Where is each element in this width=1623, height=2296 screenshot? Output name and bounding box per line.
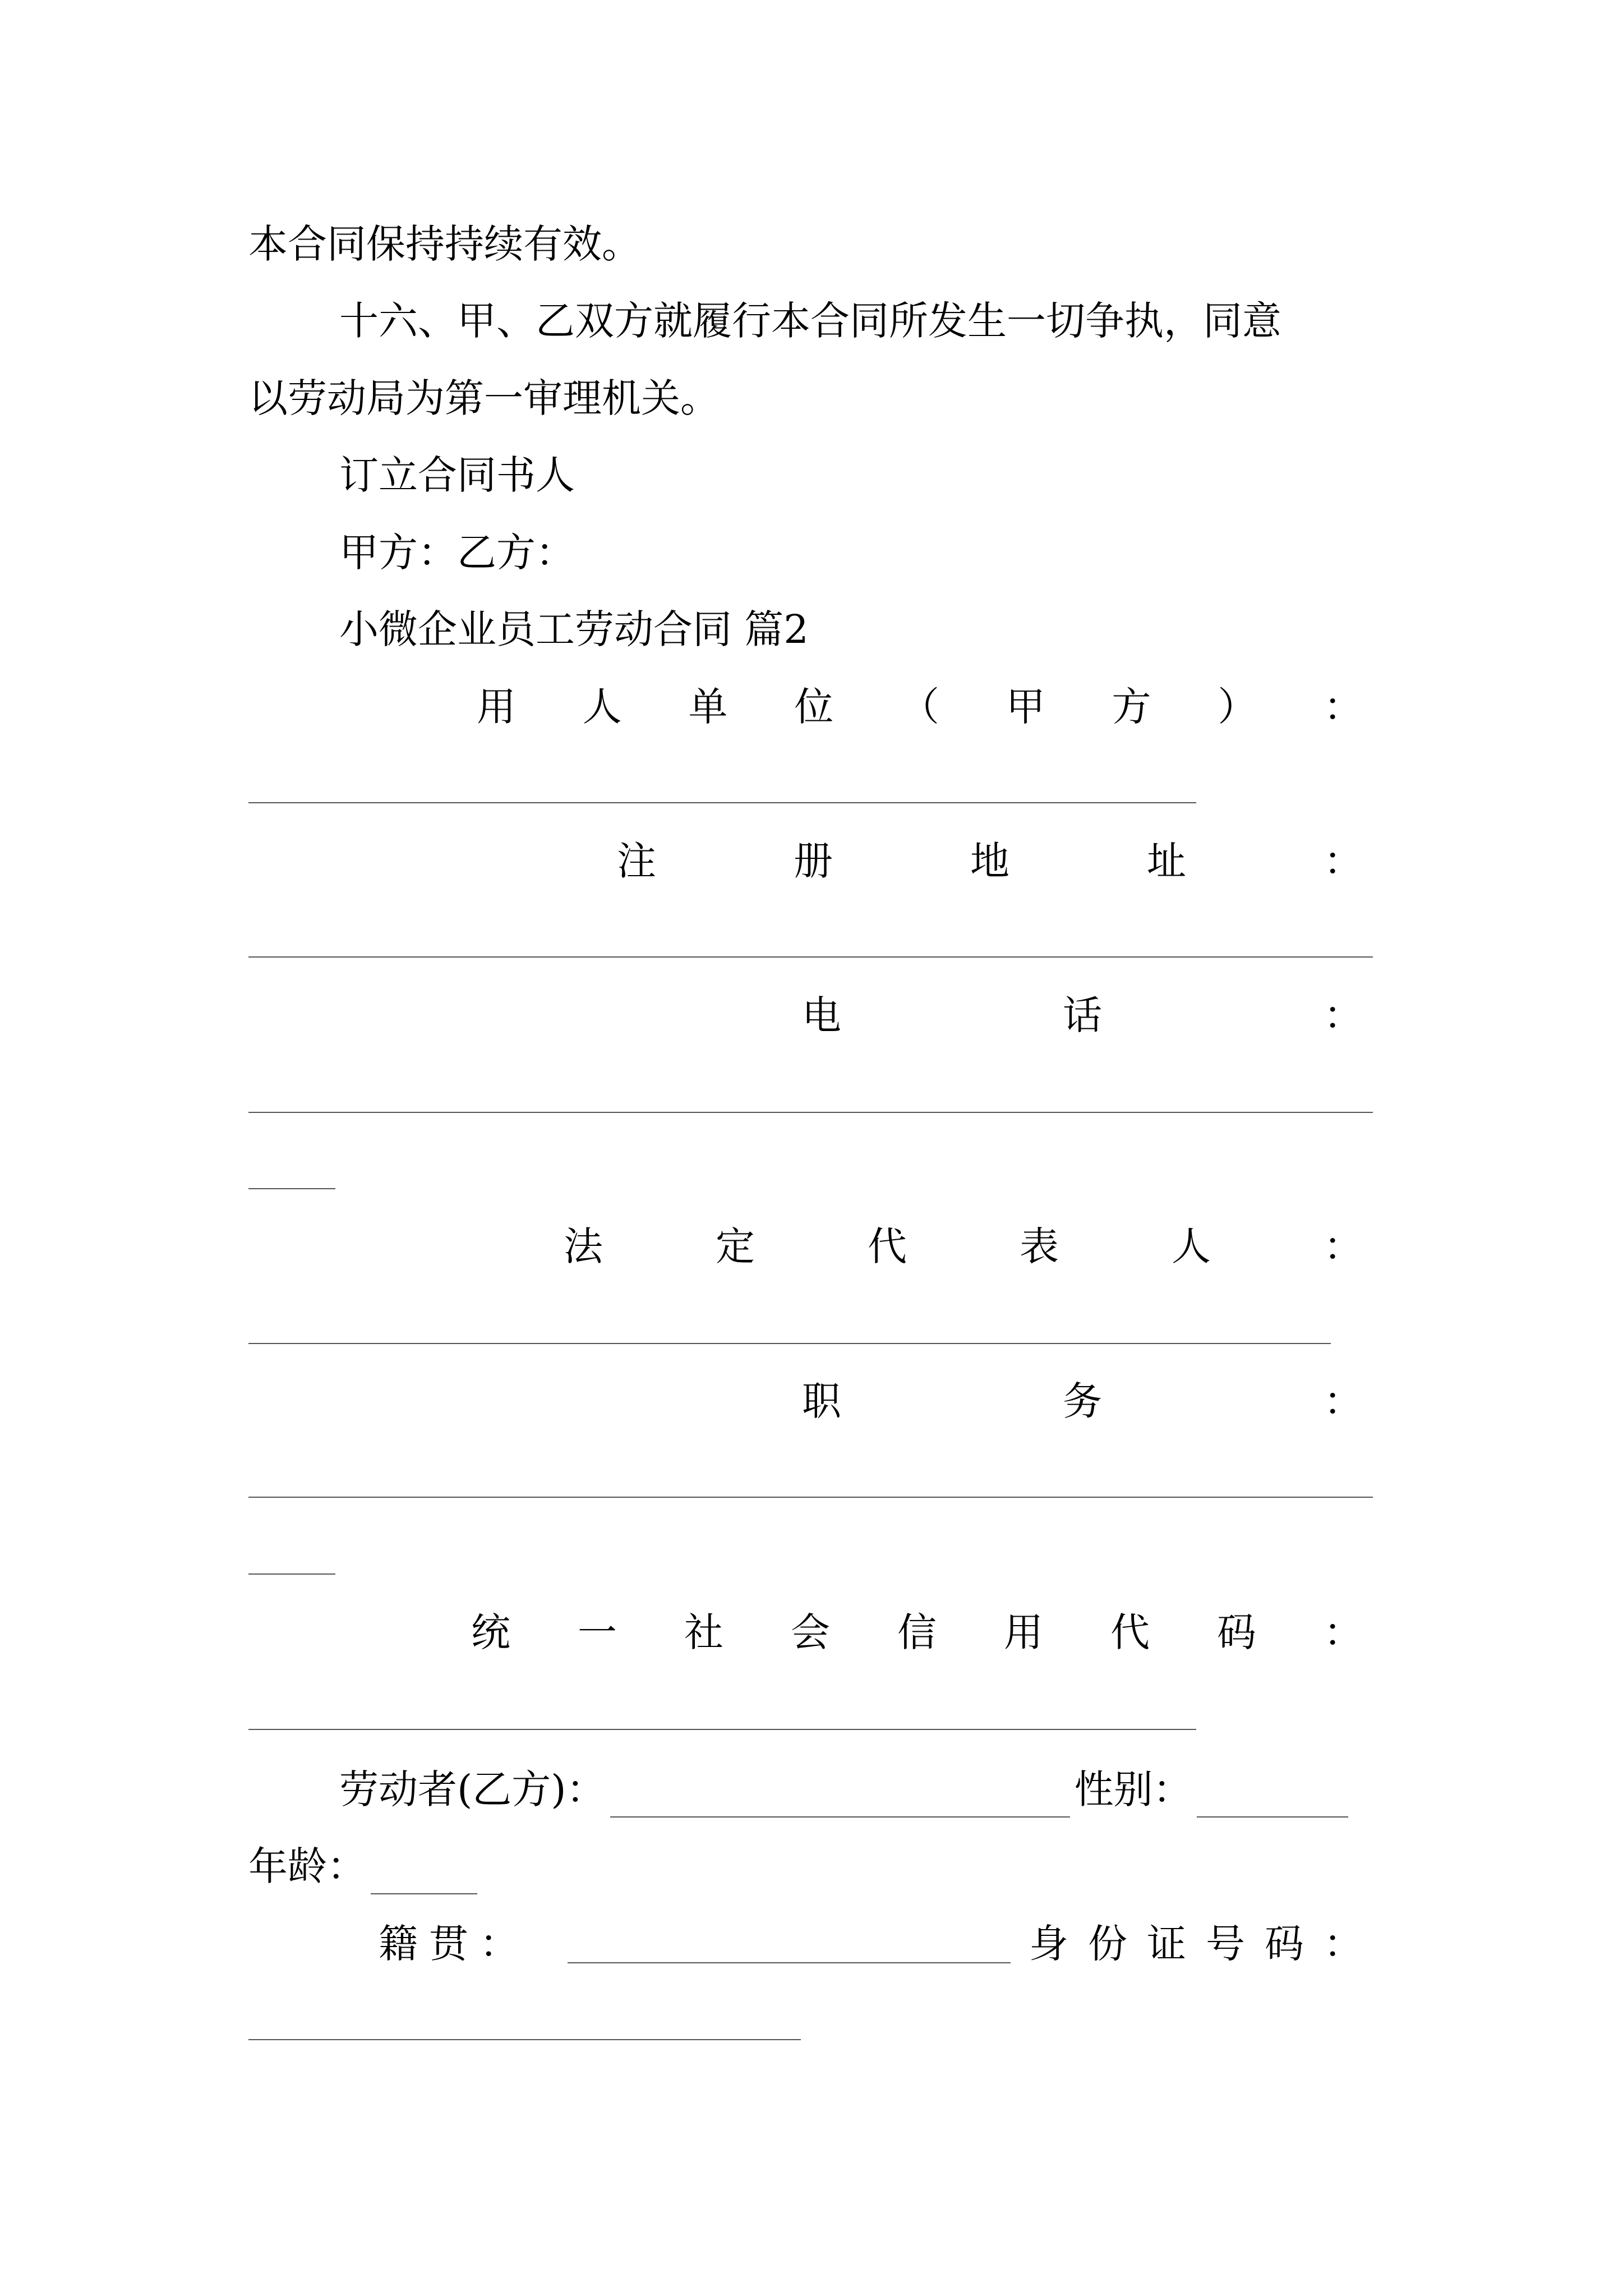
position-label: 职 务 ： bbox=[802, 1378, 1363, 1424]
clause-16-line1: 十六、甲、乙双方就履行本合同所发生一切争执，同意 bbox=[339, 298, 1281, 344]
origin-blank[interactable] bbox=[568, 1962, 1011, 1963]
employer-blank[interactable] bbox=[248, 802, 1196, 803]
phone-blank[interactable] bbox=[248, 1112, 1373, 1113]
phone-blank-cont[interactable] bbox=[248, 1188, 335, 1189]
employer-label: 用 人 单 位 （ 甲 方 ） ： bbox=[477, 684, 1363, 730]
address-blank[interactable] bbox=[248, 956, 1373, 958]
age-line bbox=[248, 1838, 1393, 1894]
gender-blank[interactable] bbox=[1197, 1777, 1348, 1818]
origin-label: 籍 贯 ： bbox=[379, 1921, 519, 1967]
position-blank-cont[interactable] bbox=[248, 1573, 335, 1575]
address-label: 注 册 地 址 ： bbox=[617, 838, 1363, 884]
clause-16-line2: 以劳动局为第一审理机关。 bbox=[248, 375, 720, 421]
age-blank[interactable] bbox=[371, 1854, 477, 1894]
section-title: 小微企业员工劳动合同 篇2 bbox=[339, 606, 809, 652]
gender-label: 性别： bbox=[1074, 1766, 1192, 1812]
credit-code-label: 统 一 社 会 信 用 代 码 ： bbox=[471, 1609, 1363, 1655]
legal-rep-blank[interactable] bbox=[248, 1343, 1331, 1344]
worker-line bbox=[339, 1761, 1393, 1818]
parties-line: 甲方：乙方： bbox=[339, 530, 575, 576]
signers-heading: 订立合同书人 bbox=[339, 452, 575, 498]
id-number-label: 身 份 证 号 码 ： bbox=[1029, 1921, 1363, 1967]
phone-label: 电 话 ： bbox=[802, 992, 1363, 1038]
worker-name-label: 劳动者(乙方)： bbox=[339, 1766, 606, 1812]
credit-code-blank[interactable] bbox=[248, 1729, 1196, 1730]
worker-name-blank[interactable] bbox=[610, 1777, 1070, 1818]
paragraph-continuation: 本合同保持持续有效。 bbox=[248, 221, 641, 267]
position-blank[interactable] bbox=[248, 1497, 1373, 1498]
legal-rep-label: 法 定 代 表 人 ： bbox=[564, 1223, 1363, 1269]
age-label: 年龄： bbox=[248, 1843, 366, 1889]
id-number-blank[interactable] bbox=[248, 2039, 801, 2040]
